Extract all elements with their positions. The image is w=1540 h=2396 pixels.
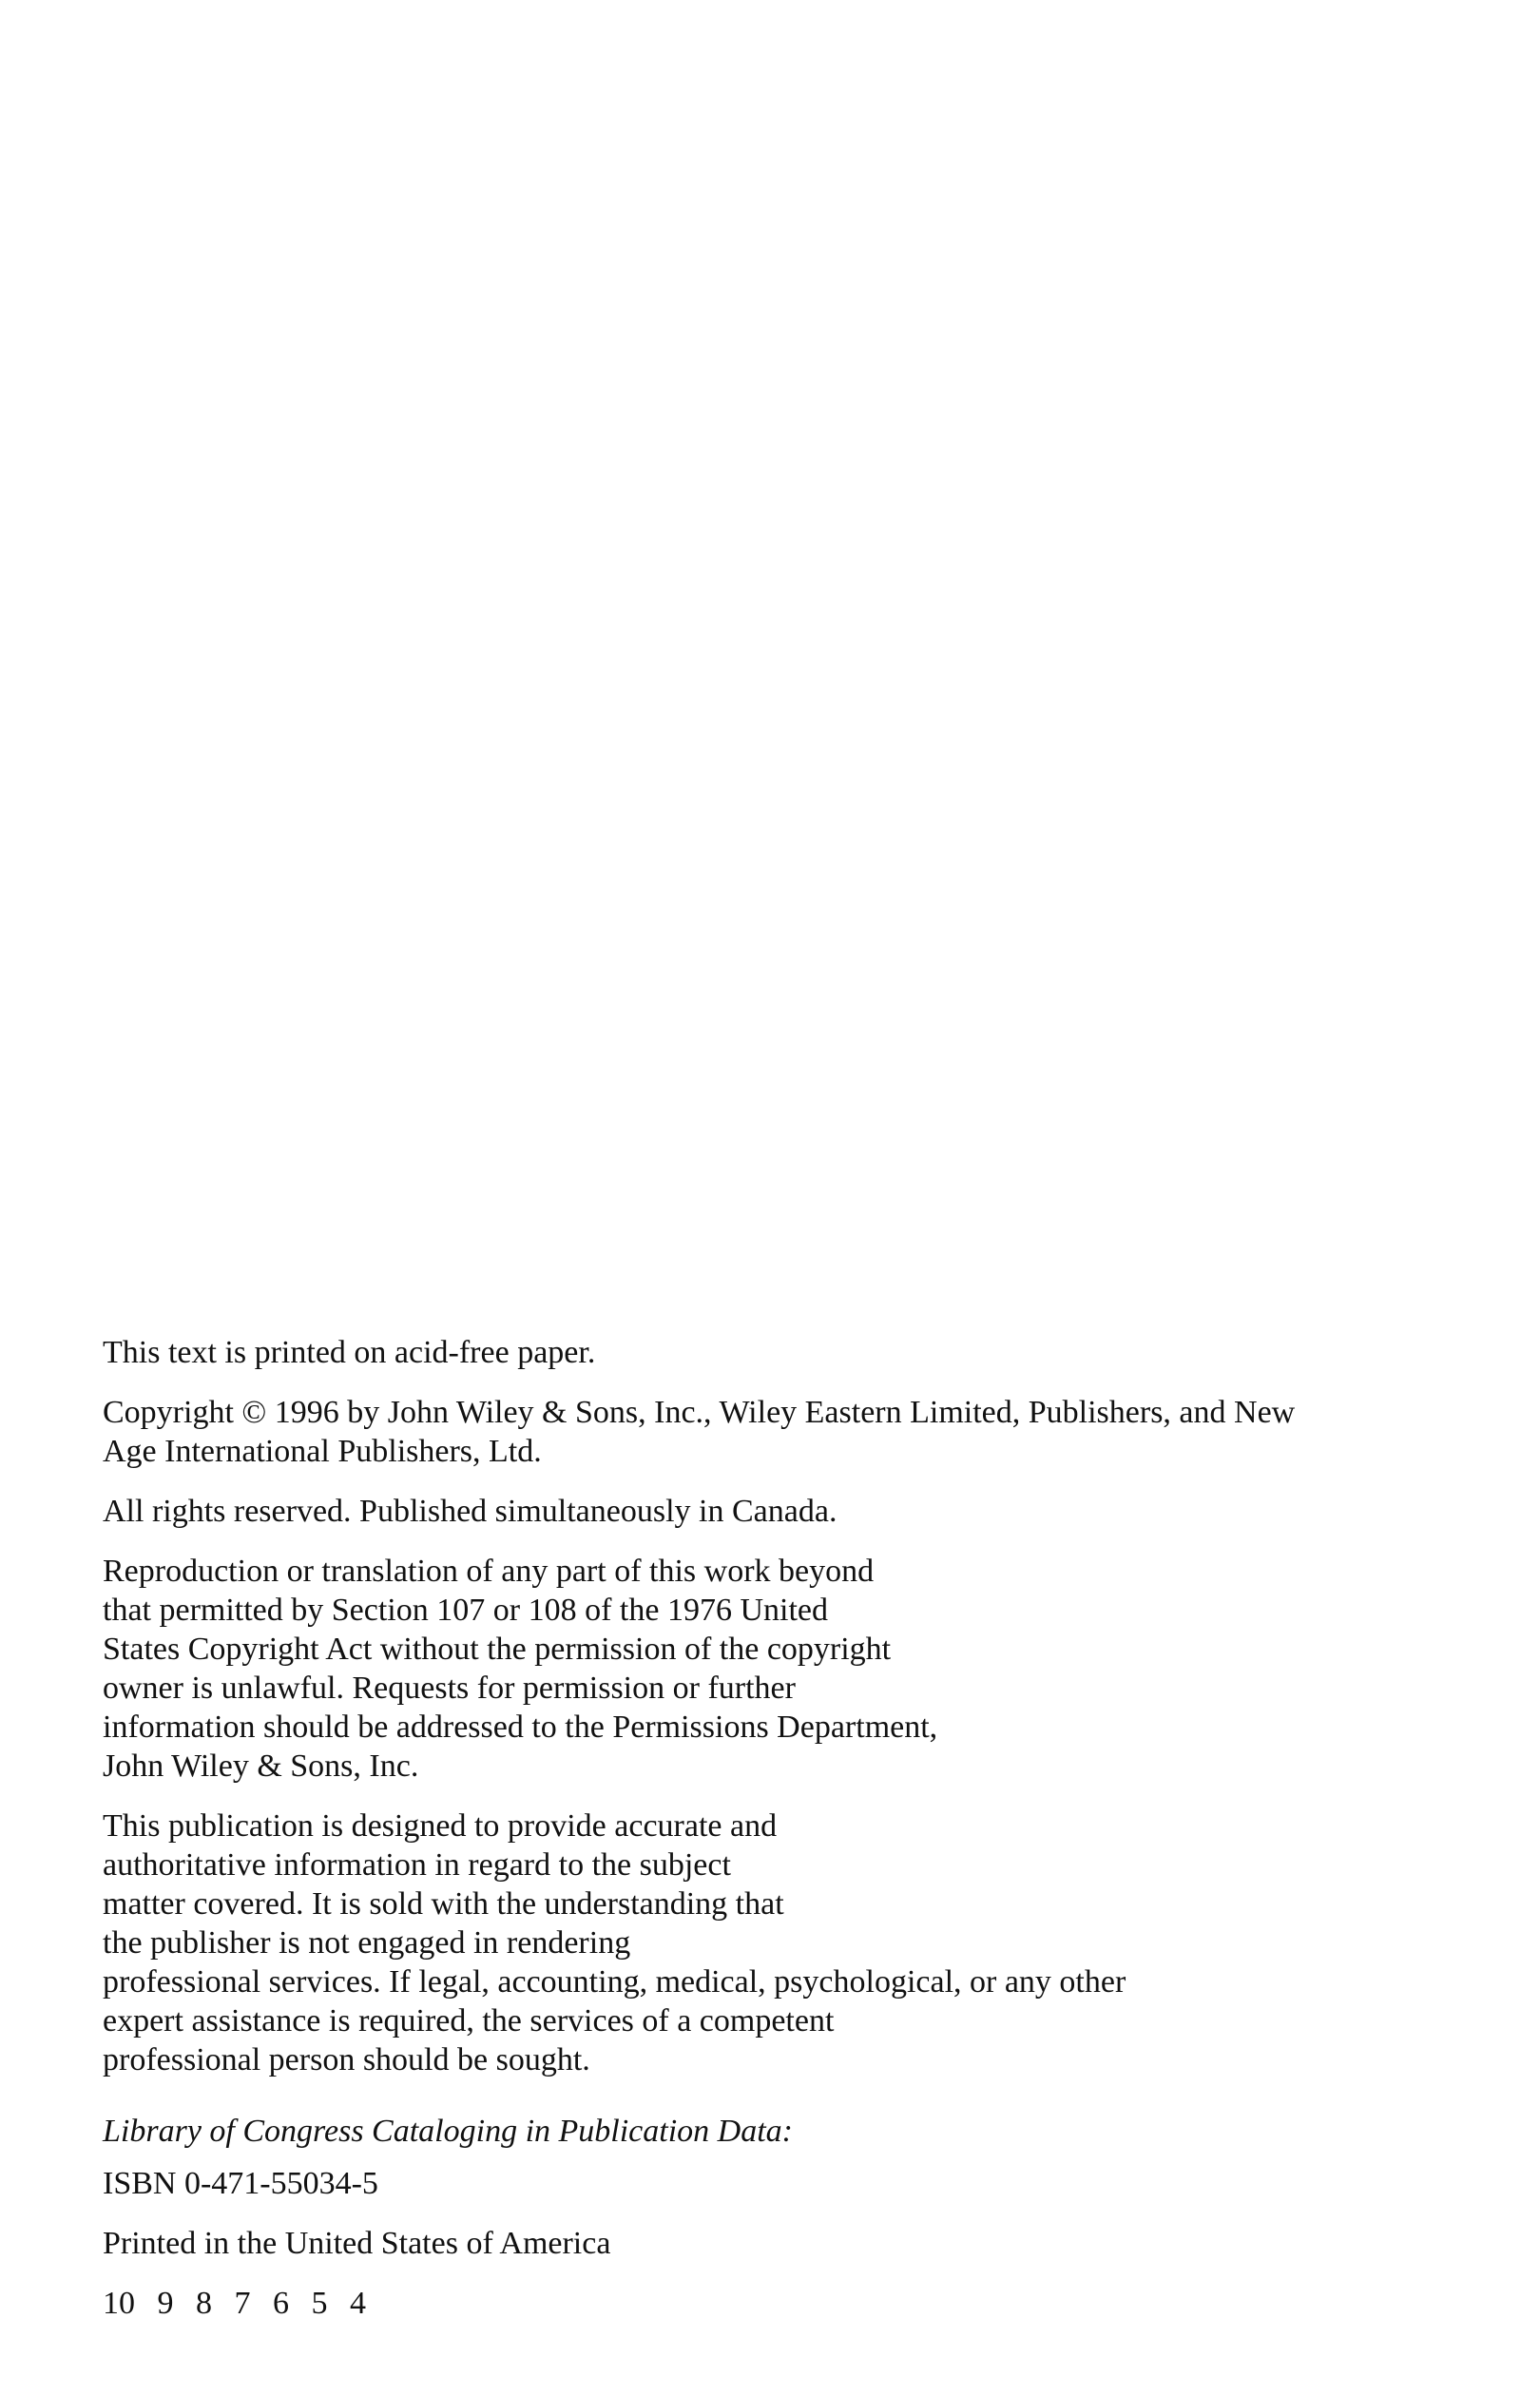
printing-number: 6	[273, 2286, 289, 2321]
reproduction-line: owner is unlawful. Requests for permission or further	[103, 1671, 796, 1706]
reproduction-line: that permitted by Section 107 or 108 of the 1976 United	[103, 1593, 828, 1628]
copyright-notice	[103, 1393, 1472, 1471]
cip-heading: Library of Congress Cataloging in Publication Data:	[103, 2114, 793, 2149]
disclaimer-line: professional person should be sought.	[103, 2042, 590, 2077]
reproduction-line: John Wiley & Sons, Inc.	[103, 1749, 419, 1784]
disclaimer-line: This publication is designed to provide accurate and	[103, 1808, 778, 1844]
reproduction-notice	[103, 1552, 1472, 1786]
disclaimer-line: the publisher is not engaged in rendering	[103, 1925, 631, 1961]
copyright-line: Copyright © 1996 by John Wiley & Sons, Inc., Wiley Eastern Limited, Publishers, and New	[103, 1395, 1296, 1430]
printing-number: 8	[196, 2286, 212, 2321]
printing-number: 10	[103, 2286, 135, 2321]
disclaimer-line: authoritative information in regard to the subject	[103, 1847, 731, 1883]
isbn: ISBN 0-471-55034-5	[103, 2166, 378, 2201]
printed-in-statement: Printed in the United States of America	[103, 2226, 611, 2261]
reproduction-line: Reproduction or translation of any part of this work beyond	[103, 1554, 875, 1589]
copyright-line: Age International Publishers, Ltd.	[103, 1434, 542, 1469]
reproduction-line: States Copyright Act without the permission of the copyright	[103, 1632, 892, 1667]
printing-number: 7	[234, 2286, 251, 2321]
disclaimer-line: matter covered. It is sold with the understanding that	[103, 1886, 784, 1922]
disclaimer-line: expert assistance is required, the services of a competent	[103, 2003, 835, 2039]
paper-note: This text is printed on acid-free paper.	[103, 1335, 596, 1370]
copyright-block	[103, 1333, 1472, 2344]
rights-statement: All rights reserved. Published simultaneously in Canada.	[103, 1494, 837, 1529]
printing-number: 4	[350, 2286, 366, 2321]
printing-number: 5	[311, 2286, 328, 2321]
disclaimer-notice	[103, 1807, 1472, 2079]
printing-number: 9	[157, 2286, 174, 2321]
reproduction-line: information should be addressed to the Permissions Department,	[103, 1710, 938, 1745]
disclaimer-line: professional services. If legal, accounting, medical, psychological, or any other	[103, 1964, 1126, 2000]
printing-number-line	[103, 2284, 1472, 2323]
